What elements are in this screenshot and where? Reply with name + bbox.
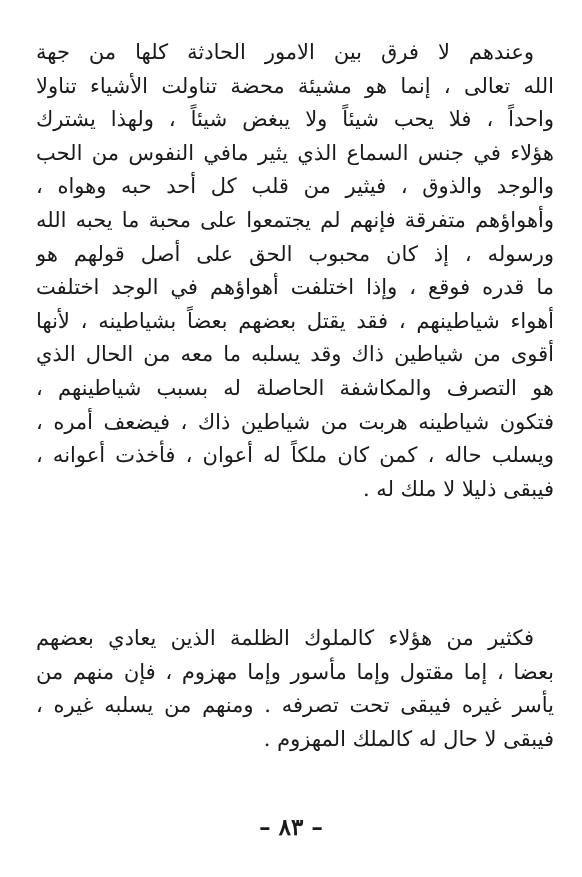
page-number: – ٨٣ – [259, 814, 323, 841]
text-line: هؤلاء في جنس السماع الذي يثير مافي النفوس من الحب [36, 140, 554, 165]
paragraph-2 [36, 622, 554, 756]
text-line: ورسوله ، إذ كان محبوب الحق على أصل قولهم هو [36, 241, 554, 266]
text-line: ما قدره فوقع ، وإذا اختلفت أهواؤهم في الوجد اختلفت [36, 275, 554, 300]
text-line: يأسر غيره فيبقى تحت تصرفه . ومنهم من يسلبه غيره ، [36, 693, 554, 718]
text-line: فيبقى ذليلا لا ملك له . [362, 476, 554, 501]
text-line: واحداً ، فلا يحب شيئاً ولا يبغض شيئاً ، ولهذا يشترك [36, 107, 554, 132]
text-line: والوجد والذوق ، فيثير من قلب كل أحد حبه وهواه ، [36, 174, 554, 199]
text-line: بعضا ، إما مقتول وإما مأسور وإما مهزوم ، فإن منهم من [36, 659, 554, 684]
text-line: أهواء شياطينهم ، فقد يقتل بعضهم بعضاً بشياطينه ، لأنها [36, 308, 554, 333]
text-line: وعندهم لا فرق بين الامور الحادثة كلها من جهة [36, 40, 534, 64]
text-line: فكثير من هؤلاء كالملوك الظلمة الذين يعادي بعضهم [36, 626, 534, 650]
text-line: هو التصرف والمكاشفة الحاصلة له بسبب شياطينهم ، [36, 375, 554, 400]
text-line: الله تعالى ، إنما هو مشيئة محضة تناولت الأشياء تناولا [36, 73, 554, 98]
text-line: وأهواؤهم متفرقة فإنهم لم يجتمعوا على محبة ما يحبه الله [36, 207, 554, 232]
text-line: فتكون شياطينه هربت من شياطين ذاك ، فيضعف أمره ، [36, 409, 554, 434]
text-line: ويسلب حاله ، كمن كان ملكاً له أعوان ، فأخذت أعوانه ، [36, 443, 554, 468]
text-line: أقوى من شياطين ذاك وقد يسلبه ما معه من الحال الذي [36, 342, 554, 367]
paragraph-1 [36, 36, 554, 506]
text-line: فيبقى لا حال له كالملك المهزوم . [263, 726, 554, 751]
